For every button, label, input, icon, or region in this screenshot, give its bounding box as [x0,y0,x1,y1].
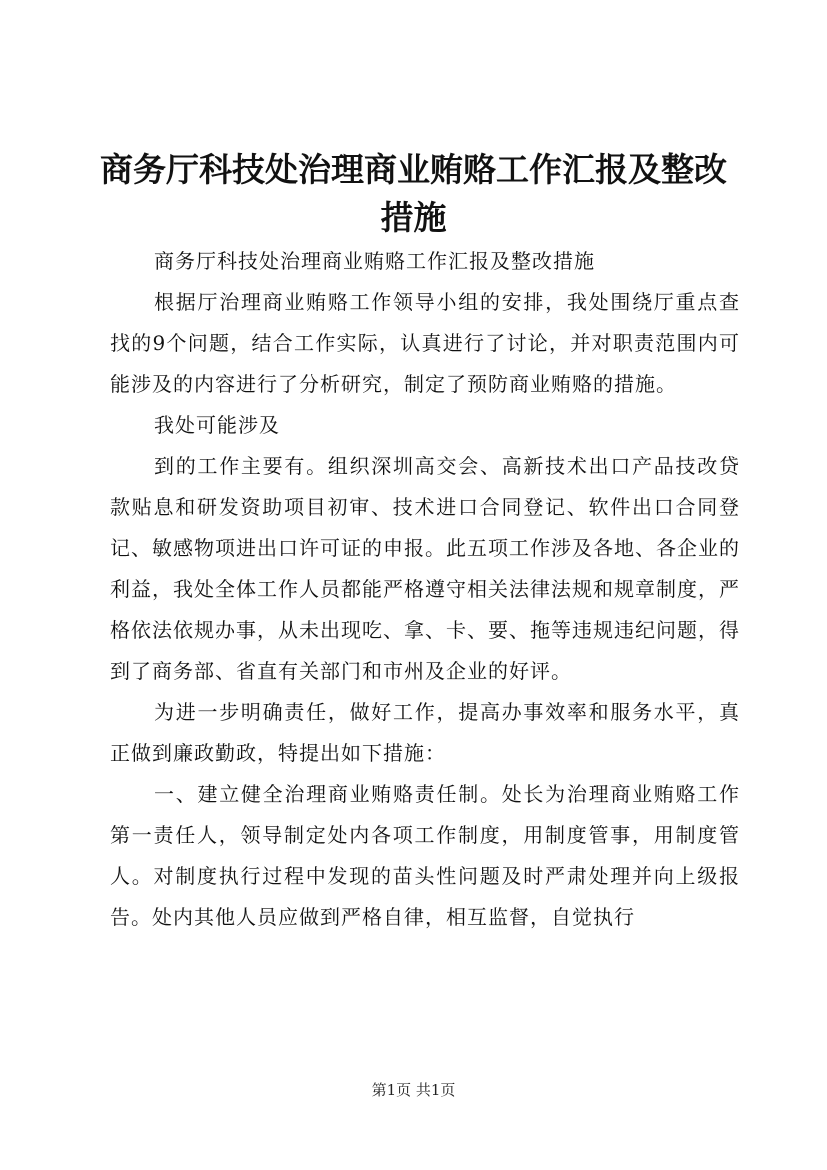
paragraph-measure-one: 一、建立健全治理商业贿赂责任制。处长为治理商业贿赂工作第一责任人，领导制定处内各项工作制度，用制度管事，用制度管人。对制度执行过程中发现的苗头性问题及时严肃处理并向上级报告。处内其他人员应做到严格自律，相互监督，自觉执行 [110,782,740,929]
paragraph-subtitle: 商务厅科技处治理商业贿赂工作汇报及整改措施 [154,249,595,273]
document-body [110,241,740,938]
page-footer: 第1页 共1页 [371,1081,456,1099]
document-title: 商务厅科技处治理商业贿赂工作汇报及整改措施 [100,150,727,237]
paragraph-intro: 根据厅治理商业贿赂工作领导小组的安排，我处围绕厅重点查找的9个问题，结合工作实际，认真进行了讨论，并对职责范围内可能涉及的内容进行了分析研究，制定了预防商业贿赂的措施。 [110,290,740,396]
paragraph-scope-heading: 我处可能涉及 [154,413,280,437]
paragraph-scope: 到的工作主要有。组织深圳高交会、高新技术出口产品技改贷款贴息和研发资助项目初审、技术进口合同登记、软件出口合同登记、敏感物项进出口许可证的申报。此五项工作涉及各地、各企业的利益，我处全体工作人员都能严格遵守相关法律法规和规章制度，严格依法依规办事，从未出现吃、拿、卡、要、拖等违规违纪问题，得到了商务部、省直有关部门和市州及企业的好评。 [110,454,740,683]
paragraph-measures-intro: 为进一步明确责任，做好工作，提高办事效率和服务水平，真正做到廉政勤政，特提出如下措施： [110,700,740,765]
